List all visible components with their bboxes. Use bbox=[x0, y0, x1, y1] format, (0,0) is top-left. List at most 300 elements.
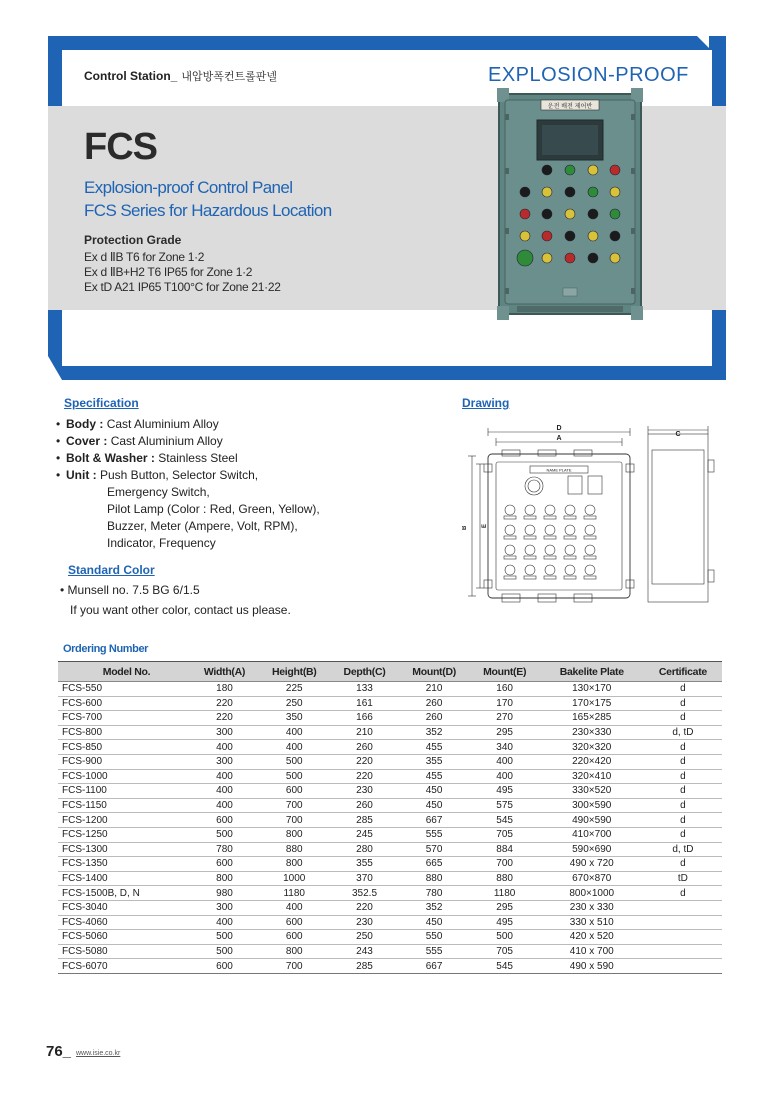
table-cell: FCS-1400 bbox=[58, 871, 191, 886]
ordering-number-title: Ordering Number bbox=[63, 643, 149, 655]
drawing-knob-label bbox=[584, 516, 596, 519]
drawing-knob-label bbox=[524, 536, 536, 539]
photo-knob bbox=[520, 209, 530, 219]
table-cell: 400 bbox=[258, 900, 330, 915]
table-cell: FCS-600 bbox=[58, 696, 191, 711]
subtitle-line-2: FCS Series for Hazardous Location bbox=[84, 201, 332, 220]
table-cell: 667 bbox=[399, 959, 470, 974]
table-cell: 665 bbox=[399, 857, 470, 872]
spec-value: Push Button, Selector Switch, bbox=[100, 468, 259, 482]
table-cell: 230 bbox=[330, 915, 398, 930]
table-cell: FCS-700 bbox=[58, 711, 191, 726]
drawing-knob bbox=[505, 505, 515, 515]
column-header: Mount(D) bbox=[399, 662, 470, 682]
table-cell: 400 bbox=[470, 754, 540, 769]
table-cell: 230 x 330 bbox=[540, 900, 644, 915]
spec-label: Cover : bbox=[66, 434, 108, 448]
drawing-knob bbox=[565, 505, 575, 515]
table-row bbox=[58, 842, 722, 857]
column-header: Certificate bbox=[644, 662, 722, 682]
dimension-label-d: D bbox=[556, 425, 562, 432]
table-cell: 300 bbox=[191, 900, 258, 915]
drawing-knob bbox=[545, 565, 555, 575]
photo-knob bbox=[565, 165, 575, 175]
table-cell: 260 bbox=[330, 740, 398, 755]
standard-color-note: If you want other color, contact us please. bbox=[70, 603, 291, 617]
table-cell: 355 bbox=[399, 754, 470, 769]
table-cell: FCS-5080 bbox=[58, 944, 191, 959]
photo-knob bbox=[542, 165, 552, 175]
table-cell: FCS-4060 bbox=[58, 915, 191, 930]
photo-knob bbox=[588, 187, 598, 197]
drawing-knob bbox=[505, 525, 515, 535]
header-notch bbox=[697, 36, 709, 48]
table-cell: 490 x 590 bbox=[540, 959, 644, 974]
table-cell: 250 bbox=[258, 696, 330, 711]
table-cell: FCS-3040 bbox=[58, 900, 191, 915]
drawing-knob bbox=[545, 505, 555, 515]
table-cell: 600 bbox=[191, 857, 258, 872]
table-cell: d bbox=[644, 813, 722, 828]
drawing-knob bbox=[565, 565, 575, 575]
photo-knob bbox=[588, 231, 598, 241]
drawing-knob-label bbox=[504, 576, 516, 579]
table-cell: FCS-1350 bbox=[58, 857, 191, 872]
table-cell: d bbox=[644, 769, 722, 784]
table-cell: FCS-800 bbox=[58, 725, 191, 740]
drawing-nameplate-text: NAME PLATE bbox=[546, 467, 572, 473]
table-body bbox=[58, 682, 722, 974]
table-cell: 667 bbox=[399, 813, 470, 828]
table-cell: 170 bbox=[470, 696, 540, 711]
table-cell: 320×320 bbox=[540, 740, 644, 755]
table-cell: 700 bbox=[258, 798, 330, 813]
table-cell: 210 bbox=[330, 725, 398, 740]
table-cell: d bbox=[644, 827, 722, 842]
spec-value: Stainless Steel bbox=[158, 451, 238, 465]
table-cell: 225 bbox=[258, 682, 330, 697]
table-cell: d, tD bbox=[644, 725, 722, 740]
table-cell bbox=[644, 944, 722, 959]
table-cell: 355 bbox=[330, 857, 398, 872]
column-header: Height(B) bbox=[258, 662, 330, 682]
ordering-table bbox=[58, 661, 722, 974]
table-cell: 455 bbox=[399, 740, 470, 755]
table-cell: d, tD bbox=[644, 842, 722, 857]
drawing-knob bbox=[525, 505, 535, 515]
table-cell: 455 bbox=[399, 769, 470, 784]
spec-unit-line: Emergency Switch, bbox=[107, 485, 210, 499]
drawing-knob bbox=[585, 565, 595, 575]
table-cell: 133 bbox=[330, 682, 398, 697]
table-cell: FCS-5060 bbox=[58, 930, 191, 945]
table-cell: 670×870 bbox=[540, 871, 644, 886]
category-text: Control Station_ bbox=[84, 69, 178, 83]
table-cell: 500 bbox=[191, 827, 258, 842]
drawing-knob bbox=[525, 545, 535, 555]
table-cell: d bbox=[644, 740, 722, 755]
spec-item bbox=[56, 416, 436, 433]
table-cell: 370 bbox=[330, 871, 398, 886]
table-cell: 490×590 bbox=[540, 813, 644, 828]
photo-nameplate-text: 운전 배전 제어반 bbox=[547, 103, 593, 110]
table-cell: 260 bbox=[399, 711, 470, 726]
page-number: 76_ bbox=[46, 1043, 72, 1060]
table-cell: 1180 bbox=[258, 886, 330, 901]
table-row bbox=[58, 725, 722, 740]
table-cell: 165×285 bbox=[540, 711, 644, 726]
table-cell bbox=[644, 915, 722, 930]
table-cell: d bbox=[644, 784, 722, 799]
explosion-proof-badge: EXPLOSION-PROOF bbox=[488, 64, 689, 86]
table-cell: d bbox=[644, 857, 722, 872]
table-cell: 600 bbox=[191, 959, 258, 974]
footer-url[interactable]: www.isie.co.kr bbox=[76, 1050, 121, 1057]
spec-value: Cast Aluminium Alloy bbox=[106, 417, 219, 431]
table-cell: 400 bbox=[470, 769, 540, 784]
table-cell: 280 bbox=[330, 842, 398, 857]
table-cell: d bbox=[644, 754, 722, 769]
spec-label: Unit : bbox=[66, 468, 97, 482]
table-cell: 600 bbox=[191, 813, 258, 828]
category-label bbox=[84, 68, 277, 84]
table-cell: 350 bbox=[258, 711, 330, 726]
table-cell: 800 bbox=[258, 827, 330, 842]
table-cell: 780 bbox=[191, 842, 258, 857]
table-cell: 245 bbox=[330, 827, 398, 842]
protection-grade-line: Ex d ⅡB+H2 T6 IP65 for Zone 1·2 bbox=[84, 265, 253, 279]
photo-knob bbox=[565, 187, 575, 197]
table-header-row bbox=[58, 662, 722, 682]
table-cell: 220 bbox=[191, 711, 258, 726]
table-cell: 300 bbox=[191, 754, 258, 769]
table-cell: 400 bbox=[258, 740, 330, 755]
photo-knob bbox=[610, 231, 620, 241]
table-cell: 243 bbox=[330, 944, 398, 959]
table-cell: 400 bbox=[191, 769, 258, 784]
table-row bbox=[58, 886, 722, 901]
table-cell: 590×690 bbox=[540, 842, 644, 857]
table-cell: d bbox=[644, 798, 722, 813]
table-cell: 160 bbox=[470, 682, 540, 697]
table-cell: 250 bbox=[330, 930, 398, 945]
product-photo bbox=[497, 88, 643, 320]
table-cell: 705 bbox=[470, 944, 540, 959]
table-cell: 700 bbox=[470, 857, 540, 872]
table-cell: 400 bbox=[191, 915, 258, 930]
spec-value: Cast Aluminium Alloy bbox=[110, 434, 223, 448]
drawing-knob-label bbox=[564, 516, 576, 519]
table-row bbox=[58, 798, 722, 813]
table-cell: 800 bbox=[258, 857, 330, 872]
table-cell: d bbox=[644, 711, 722, 726]
drawing-knob-label bbox=[524, 556, 536, 559]
table-cell: 295 bbox=[470, 900, 540, 915]
table-cell bbox=[644, 900, 722, 915]
table-cell: 161 bbox=[330, 696, 398, 711]
table-cell: 555 bbox=[399, 944, 470, 959]
spec-label: Body : bbox=[66, 417, 104, 431]
drawing-knob-label bbox=[504, 556, 516, 559]
table-cell: 300 bbox=[191, 725, 258, 740]
table-cell: 270 bbox=[470, 711, 540, 726]
table-cell: 490 x 720 bbox=[540, 857, 644, 872]
table-cell: 352.5 bbox=[330, 886, 398, 901]
photo-knob bbox=[588, 209, 598, 219]
table-cell: 555 bbox=[399, 827, 470, 842]
table-cell: 230×330 bbox=[540, 725, 644, 740]
table-cell: 450 bbox=[399, 915, 470, 930]
table-cell: 352 bbox=[399, 900, 470, 915]
protection-grade-line: Ex tD A21 IP65 T100°C for Zone 21·22 bbox=[84, 280, 281, 294]
drawing-knob-label bbox=[524, 516, 536, 519]
spec-unit-line: Pilot Lamp (Color : Red, Green, Yellow), bbox=[107, 502, 320, 516]
drawing-knob bbox=[525, 525, 535, 535]
photo-knob bbox=[542, 231, 552, 241]
table-cell bbox=[644, 959, 722, 974]
column-header: Model No. bbox=[58, 662, 191, 682]
table-cell: 500 bbox=[258, 754, 330, 769]
spec-unit-line: Buzzer, Meter (Ampere, Volt, RPM), bbox=[107, 519, 298, 533]
table-cell: 495 bbox=[470, 784, 540, 799]
table-row bbox=[58, 900, 722, 915]
table-row bbox=[58, 871, 722, 886]
table-row bbox=[58, 930, 722, 945]
spec-item bbox=[56, 450, 436, 467]
table-cell: d bbox=[644, 886, 722, 901]
table-cell: 220 bbox=[330, 769, 398, 784]
table-cell: 500 bbox=[191, 930, 258, 945]
photo-knob bbox=[588, 165, 598, 175]
subtitle-line-1: Explosion-proof Control Panel bbox=[84, 178, 293, 197]
drawing-knob-label bbox=[524, 576, 536, 579]
table-cell: FCS-850 bbox=[58, 740, 191, 755]
photo-knob bbox=[565, 231, 575, 241]
table-row bbox=[58, 827, 722, 842]
table-cell: d bbox=[644, 696, 722, 711]
drawing-knob bbox=[505, 565, 515, 575]
dimension-label-c: C bbox=[675, 431, 681, 438]
table-cell: 400 bbox=[191, 740, 258, 755]
table-cell: 410 x 700 bbox=[540, 944, 644, 959]
munsell-text: Munsell no. 7.5 BG 6/1.5 bbox=[67, 583, 200, 597]
table-cell: 700 bbox=[258, 959, 330, 974]
table-cell: 320×410 bbox=[540, 769, 644, 784]
dimension-label-a: A bbox=[556, 435, 562, 442]
photo-knob bbox=[588, 253, 598, 263]
table-cell: tD bbox=[644, 871, 722, 886]
protection-grade-line: Ex d ⅡB T6 for Zone 1·2 bbox=[84, 250, 205, 264]
table-row bbox=[58, 915, 722, 930]
table-cell: FCS-6070 bbox=[58, 959, 191, 974]
spec-unit-line: Indicator, Frequency bbox=[107, 536, 216, 550]
column-header: Mount(E) bbox=[470, 662, 540, 682]
table-cell bbox=[644, 930, 722, 945]
table-cell: 500 bbox=[191, 944, 258, 959]
photo-knob bbox=[610, 165, 620, 175]
table-cell: 600 bbox=[258, 784, 330, 799]
standard-color-title: Standard Color bbox=[68, 563, 155, 577]
table-cell: 500 bbox=[470, 930, 540, 945]
table-cell: 545 bbox=[470, 813, 540, 828]
column-header: Bakelite Plate bbox=[540, 662, 644, 682]
drawing-knob bbox=[545, 525, 555, 535]
drawing-knob-label bbox=[544, 576, 556, 579]
table-cell: 260 bbox=[399, 696, 470, 711]
drawing-knob-label bbox=[584, 556, 596, 559]
table-cell: 220 bbox=[191, 696, 258, 711]
table-row bbox=[58, 857, 722, 872]
table-cell: 400 bbox=[191, 798, 258, 813]
drawing-knob-label bbox=[544, 556, 556, 559]
table-cell: 130×170 bbox=[540, 682, 644, 697]
table-cell: 800×1000 bbox=[540, 886, 644, 901]
drawing-knob bbox=[585, 545, 595, 555]
photo-knob bbox=[610, 187, 620, 197]
table-row bbox=[58, 711, 722, 726]
table-cell: 220 bbox=[330, 754, 398, 769]
table-cell: 980 bbox=[191, 886, 258, 901]
table-cell: 220×420 bbox=[540, 754, 644, 769]
photo-knob bbox=[542, 253, 552, 263]
specification-title: Specification bbox=[64, 396, 139, 410]
table-cell: FCS-1000 bbox=[58, 769, 191, 784]
table-cell: 880 bbox=[399, 871, 470, 886]
specification-list bbox=[56, 416, 436, 552]
photo-knob bbox=[610, 253, 620, 263]
table-cell: 495 bbox=[470, 915, 540, 930]
table-cell: 340 bbox=[470, 740, 540, 755]
drawing-knob bbox=[585, 525, 595, 535]
drawing-knob-label bbox=[564, 576, 576, 579]
drawing-knob bbox=[565, 525, 575, 535]
spec-item bbox=[56, 433, 436, 450]
table-cell: 285 bbox=[330, 813, 398, 828]
table-cell: 570 bbox=[399, 842, 470, 857]
table-cell: FCS-550 bbox=[58, 682, 191, 697]
standard-color-line: • Munsell no. 7.5 BG 6/1.5 bbox=[60, 583, 200, 597]
drawing-knob bbox=[505, 545, 515, 555]
table-cell: 410×700 bbox=[540, 827, 644, 842]
table-cell: 352 bbox=[399, 725, 470, 740]
spec-label: Bolt & Washer : bbox=[66, 451, 155, 465]
table-cell: 700 bbox=[258, 813, 330, 828]
table-cell: FCS-1500B, D, N bbox=[58, 886, 191, 901]
table-cell: 705 bbox=[470, 827, 540, 842]
table-row bbox=[58, 754, 722, 769]
drawing-title: Drawing bbox=[462, 396, 510, 410]
table-row bbox=[58, 769, 722, 784]
table-cell: 210 bbox=[399, 682, 470, 697]
table-cell: FCS-1250 bbox=[58, 827, 191, 842]
dimension-label-e: E bbox=[482, 523, 488, 528]
table-cell: 600 bbox=[258, 915, 330, 930]
table-cell: 400 bbox=[191, 784, 258, 799]
table-row bbox=[58, 696, 722, 711]
table-cell: 884 bbox=[470, 842, 540, 857]
drawing-knob bbox=[545, 545, 555, 555]
drawing-knob-label bbox=[544, 536, 556, 539]
table-cell: 780 bbox=[399, 886, 470, 901]
table-cell: 450 bbox=[399, 784, 470, 799]
table-cell: 1180 bbox=[470, 886, 540, 901]
table-cell: 545 bbox=[470, 959, 540, 974]
table-cell: 420 x 520 bbox=[540, 930, 644, 945]
table-cell: 230 bbox=[330, 784, 398, 799]
drawing-knob bbox=[525, 565, 535, 575]
table-row bbox=[58, 944, 722, 959]
table-row bbox=[58, 682, 722, 697]
table-cell: 800 bbox=[191, 871, 258, 886]
table-cell: 400 bbox=[258, 725, 330, 740]
drawing-knob-label bbox=[584, 536, 596, 539]
table-cell: FCS-1300 bbox=[58, 842, 191, 857]
table-cell: 600 bbox=[258, 930, 330, 945]
table-cell: d bbox=[644, 682, 722, 697]
table-row bbox=[58, 813, 722, 828]
photo-knob bbox=[565, 253, 575, 263]
photo-knob bbox=[520, 231, 530, 241]
photo-knob bbox=[542, 209, 552, 219]
header-notch-bottom bbox=[48, 356, 62, 380]
table-cell: 500 bbox=[258, 769, 330, 784]
table-cell: 300×590 bbox=[540, 798, 644, 813]
drawing-knob-label bbox=[504, 516, 516, 519]
column-header: Width(A) bbox=[191, 662, 258, 682]
protection-grade-title: Protection Grade bbox=[84, 233, 182, 247]
spec-item bbox=[56, 467, 436, 552]
table-cell: 260 bbox=[330, 798, 398, 813]
table-cell: FCS-1100 bbox=[58, 784, 191, 799]
technical-drawing bbox=[462, 420, 718, 610]
column-header: Depth(C) bbox=[330, 662, 398, 682]
photo-knob bbox=[517, 250, 533, 266]
dimension-label-b: B bbox=[462, 525, 468, 530]
table-cell: 180 bbox=[191, 682, 258, 697]
drawing-knob-label bbox=[564, 536, 576, 539]
drawing-knob bbox=[585, 505, 595, 515]
drawing-knob-label bbox=[504, 536, 516, 539]
photo-knob bbox=[542, 187, 552, 197]
table-row bbox=[58, 959, 722, 974]
drawing-knob-label bbox=[564, 556, 576, 559]
category-korean: 내압방폭컨트롤판넬 bbox=[181, 71, 277, 83]
drawing-knob-label bbox=[544, 516, 556, 519]
table-cell: 575 bbox=[470, 798, 540, 813]
table-cell: 166 bbox=[330, 711, 398, 726]
table-cell: 880 bbox=[470, 871, 540, 886]
photo-knob bbox=[610, 209, 620, 219]
table-cell: FCS-900 bbox=[58, 754, 191, 769]
table-cell: 800 bbox=[258, 944, 330, 959]
drawing-knob bbox=[565, 545, 575, 555]
table-cell: 295 bbox=[470, 725, 540, 740]
model-title: FCS bbox=[84, 126, 157, 168]
table-cell: 1000 bbox=[258, 871, 330, 886]
drawing-knob-label bbox=[584, 576, 596, 579]
table-cell: FCS-1150 bbox=[58, 798, 191, 813]
table-cell: 450 bbox=[399, 798, 470, 813]
table-cell: 880 bbox=[258, 842, 330, 857]
table-cell: 285 bbox=[330, 959, 398, 974]
photo-knob bbox=[520, 187, 530, 197]
table-cell: 170×175 bbox=[540, 696, 644, 711]
table-cell: 220 bbox=[330, 900, 398, 915]
table-cell: FCS-1200 bbox=[58, 813, 191, 828]
table-row bbox=[58, 784, 722, 799]
table-row bbox=[58, 740, 722, 755]
table-cell: 330×520 bbox=[540, 784, 644, 799]
